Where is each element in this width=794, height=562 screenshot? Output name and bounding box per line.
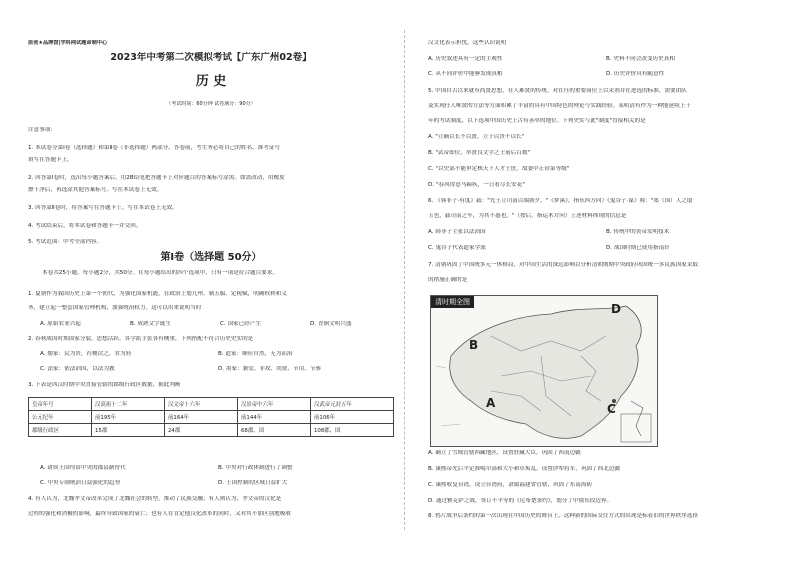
table-cell: 前164年	[165, 411, 238, 424]
note-line: 1. 本试卷分第Ⅰ卷（选择题）和第Ⅱ卷（非选择题）两部分。答卷前，考生务必将自己的姓名、准考证号	[28, 145, 281, 151]
q6-stem: 6. 《韩非子·有度》载："先王立司南以端朝夕。"《梦溪》，指东西方向）《鬼谷子·谋》称："郑（国）人之取	[428, 198, 693, 204]
map-title: 清时期全图	[431, 296, 474, 308]
q5-option-a[interactable]: A. "立嫡以长不以贤，立子以贵不以长"	[428, 134, 525, 140]
q1-stem: 1. 夏朝作为我国历史上第一个朝代，为强化国家机能，在政治上划九州、制五服、定税赋，明确权利和义	[28, 291, 287, 297]
q6-stem: 玉也，载司南之车，为其不惑也。"（按后，指运木方向）上述材料体现的信息是	[428, 213, 627, 219]
table-cell: 郡级行政区	[29, 424, 92, 437]
exam-info: （考试时间：60分钟 试卷满分：90分）	[166, 101, 256, 107]
q3-stem: 3. 下表是西汉时期中央直接管辖的郡级行政区数据，据此判断	[28, 382, 181, 388]
table-cell: 前144年	[238, 411, 311, 424]
table-cell: 汉景帝中六年	[238, 398, 311, 411]
exam-title: 2023年中考第二次模拟考试【广东广州02卷】	[110, 52, 312, 63]
q1-option-c[interactable]: C. 国家已经产生	[220, 321, 262, 327]
q5-stem: 及实现任人唯贤的方法等方面积累了丰富的具有中国特色的理论与实践经验。某明清有作为一种能延续上千	[428, 103, 691, 109]
q5-stem: 5. 中国自古以来就有尚贤思想，在人难贤的传统。对在任的重要岗位上以采剂并在进选的标准，需要团队	[428, 88, 687, 94]
q3-options-row1	[40, 465, 396, 472]
header-left: 原创★品牌馆|学科网试题命制中心	[28, 40, 108, 46]
table-cell: 108郡、国	[311, 424, 394, 437]
q2-option-d[interactable]: D. 墨家：兼爱、非攻、尚贤、节用、节葬	[218, 366, 321, 372]
qing-dynasty-map	[430, 295, 658, 447]
q5-option-c[interactable]: C. "以史部不能审定核天下人才士庶，故委中正铨第等级"	[428, 166, 570, 172]
q1-option-d[interactable]: D. 青铜文明兴盛	[310, 321, 352, 327]
q4-stem: 过程的强化和消极的影响，最终导致国家的衰亡；也有人在肯定他汉化改革的同时，又对其不加区别地吸收	[28, 511, 291, 517]
q6-option-b[interactable]: B. 传统中的黄帝发明技术	[606, 229, 670, 235]
table-row	[29, 411, 394, 424]
note-line: 擦干净后，再选涂其他答案标号。写在本试卷上无效。	[28, 187, 163, 193]
q2-option-b[interactable]: B. 道家：顺应自然，无为而治	[218, 351, 293, 357]
q8-stem: 8. 鸦片战争后条约的第一次出现在中国历史的舞台上，这种新的国际交往方式的出现是标着旧的世界秩序选择	[428, 513, 699, 519]
q4-option-c[interactable]: C. 从不同评价中能够发现真相	[428, 71, 503, 77]
notes-title: 注意事项：	[28, 127, 56, 133]
note-line: 填写在答题卡上。	[28, 157, 73, 163]
table-row	[29, 398, 394, 411]
table-cell: 24郡	[165, 424, 238, 437]
note-line: 3. 回答第Ⅱ卷时，将答案写在答题卡上。写在本试卷上无效。	[28, 205, 178, 211]
table-cell: 前195年	[92, 411, 165, 424]
map-label-a: A	[486, 396, 496, 410]
q5-option-d[interactable]: D. "春风得意马蹄疾，一日看尽长安花"	[428, 182, 525, 188]
table-cell: 公元纪年	[29, 411, 92, 424]
q4-option-b[interactable]: B. 史料不同会改变历史真相	[606, 56, 675, 62]
table-row	[29, 424, 394, 437]
q2-option-a[interactable]: A. 儒家：民为贵，社稷次之，君为轻	[40, 351, 132, 357]
q2-stem: 2. 春秋战国时期国家分裂，思想活跃。各学派主张各有侧重，下列搭配不符合历史史实的是	[28, 336, 254, 342]
table-cell: 前106年	[311, 411, 394, 424]
q6-option-a[interactable]: A. 韩非子主张以法治国	[428, 229, 486, 235]
table-cell: 汉高祖十二年	[92, 398, 165, 411]
q2-option-c[interactable]: C. 法家：依法治国，以法为教	[40, 366, 115, 372]
q6-options-row2	[428, 245, 784, 252]
q5-stem: 年的考试制度，以下选项中国历史上古有善举的地位。下列史实与此"制度"直接相关的是	[428, 118, 646, 124]
column-divider	[404, 30, 405, 530]
section-desc: 本卷共25小题，每小题2分，共50分。在每小题给出的四个选项中，只有一项是符合题目要求。	[42, 270, 278, 276]
q7-stem: 的措施正确的是	[428, 277, 468, 283]
map-illustration	[431, 296, 657, 446]
q2-options-row1	[40, 351, 396, 358]
q7-option-c[interactable]: C. 康熙收复台湾，设立台湾府，隶属福建省管辖，巩固了东南海防	[428, 482, 593, 488]
q4-option-d[interactable]: D. 历史评价具有随意性	[606, 71, 665, 77]
q4-stem: 4. 有人认为，北魏孝文帝改革完成了北魏社会的转型，推动了民族交融；有人则认为，孝文帝的汉化是	[28, 496, 282, 502]
q1-option-b[interactable]: B. 成熟文字诞生	[130, 321, 171, 327]
q4-options-row1	[428, 56, 784, 63]
subject-title: 历 史	[195, 74, 227, 89]
q3-option-b[interactable]: B. 中央对行政体制进行了调整	[218, 465, 293, 471]
q4-continued: 汉文化表示担忧，这些认识说明	[428, 40, 507, 46]
table-cell: 汉武帝元封五年	[311, 398, 394, 411]
map-label-c: C	[607, 402, 616, 416]
map-label-b: B	[469, 338, 479, 352]
table-cell: 汉文帝十六年	[165, 398, 238, 411]
q3-option-a[interactable]: A. 诸侯王国均由中央的郡县制替代	[40, 465, 126, 471]
note-line: 2. 回答第Ⅰ卷时，选出每小题答案后，用2B铅笔把答题卡上对应题目的答案标号涂黑。如需改动，用橡皮	[28, 175, 285, 181]
q6-option-d[interactable]: D. 战国时期已使用指南针	[606, 245, 670, 251]
q7-option-d[interactable]: D. 通过雅克萨之战，签订不平等的《尼布楚条约》，划分了中俄东段边界。	[428, 498, 613, 504]
table-cell: 68郡、国	[238, 424, 311, 437]
q3-option-c[interactable]: C. 中央专制统治日益强化的趋势	[40, 480, 121, 486]
q4-option-a[interactable]: A. 历史叙述具有一定的主观性	[428, 56, 503, 62]
q3-option-d[interactable]: D. 王国控制的区域日益扩大	[218, 480, 288, 486]
q2-options-row2	[40, 366, 396, 373]
q6-option-c[interactable]: C. 鬼谷子代表道家学派	[428, 245, 486, 251]
q4-options-row2	[428, 71, 784, 78]
q1-options	[40, 321, 400, 328]
q3-table	[28, 397, 394, 437]
section-title: 第Ⅰ卷（选择题 50分）	[160, 252, 262, 263]
q7-option-a[interactable]: A. 确立了雪域管辖西藏地区，设置驻藏大臣，巩固了西南边疆	[428, 450, 581, 456]
q6-options-row1	[428, 229, 784, 236]
note-line: 5. 考试范围：中考全部内容。	[28, 239, 103, 245]
q7-option-b[interactable]: B. 康熙帝先后平定准噶尔部和大小和卓叛乱，设置伊犁将军，巩固了西北边疆	[428, 466, 620, 472]
table-cell: 皇帝年号	[29, 398, 92, 411]
q1-stem: 务，建立起一整套国家管理机构，加强统治权力。这可以用来说明当时	[28, 305, 202, 311]
note-line: 4. 考试结束后，将本试卷和答题卡一并交回。	[28, 223, 142, 229]
map-label-d: D	[611, 302, 621, 316]
q3-options-row2	[40, 480, 396, 487]
q7-stem: 7. 清朝巩固了中国统多元一体格局，对中国生活的深远影响以分析清朝期期中央政府巩固统一多民族国家采取	[428, 262, 699, 268]
q5-option-b[interactable]: B. "武帝即位，举贤良文学之士前后百数"	[428, 150, 531, 156]
table-cell: 15郡	[92, 424, 165, 437]
q1-option-a[interactable]: A. 原始农业兴起	[40, 321, 81, 327]
